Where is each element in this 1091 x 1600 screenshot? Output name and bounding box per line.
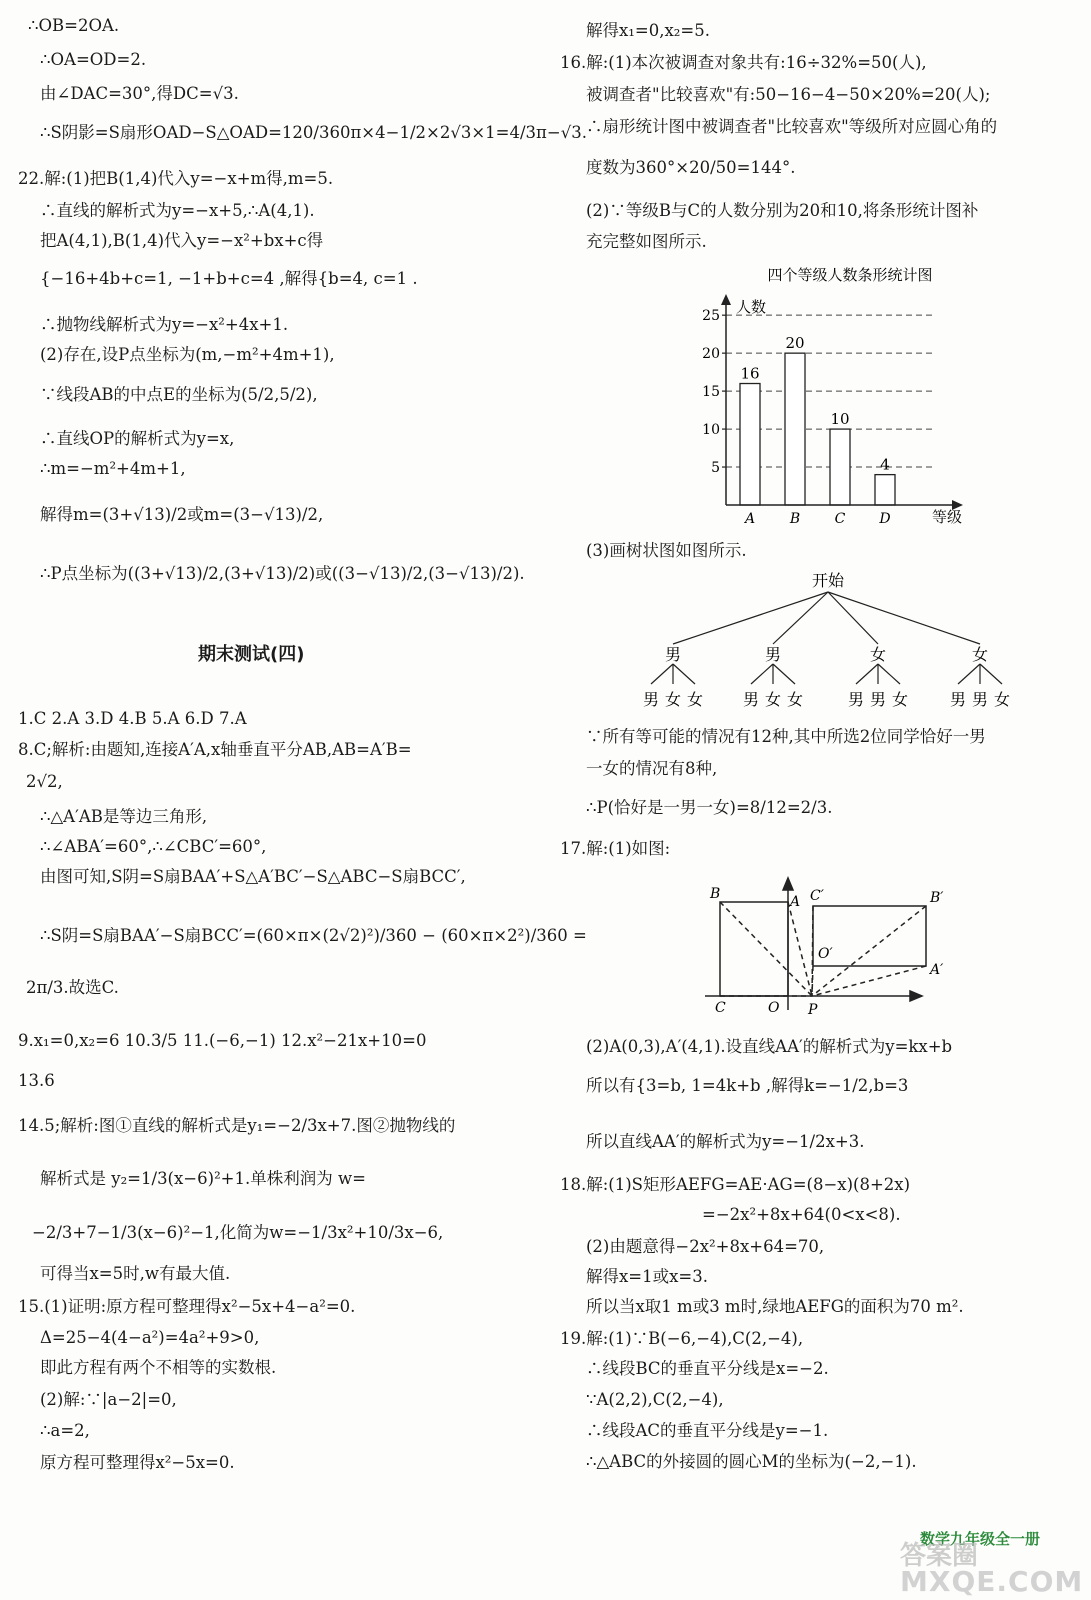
section-title: 期末测试(四)	[198, 644, 305, 665]
answers-line-12: 解析式是 y₂=1/3(x−6)²+1.单株利润为 w=	[40, 1169, 366, 1188]
tree-node-level1: 男	[664, 645, 682, 664]
q18-line-5: 所以当x取1 m或3 m时,绿地AEFG的面积为70 m².	[586, 1297, 964, 1316]
q16-line-6: 充完整如图所示.	[586, 232, 707, 251]
q16-line-5: (2)∵等级B与C的人数分别为20和10,将条形统计图补	[586, 201, 979, 220]
fig17-y-axis-arrow	[783, 878, 793, 890]
answers-line-9: 9.x₁=0,x₂=6 10.3/5 11.(−6,−1) 12.x²−21x+10=0	[18, 1031, 427, 1050]
answers-line-15: 15.(1)证明:原方程可整理得x²−5x+4−a²=0.	[18, 1297, 356, 1316]
answers-line-17: 即此方程有两个不相等的实数根.	[40, 1358, 277, 1377]
q16-line-8: 一女的情况有8种,	[586, 759, 718, 778]
chart-data-label: 20	[785, 334, 805, 353]
q19-line-1: 19.解:(1)∵B(−6,−4),C(2,−4),	[560, 1329, 804, 1348]
tree-node-level2: 女	[993, 690, 1011, 709]
tree-diagram	[560, 566, 1085, 716]
q17-line-1: (2)A(0,3),A′(4,1).设直线AA′的解析式为y=kx+b	[586, 1037, 953, 1056]
chart-bar-D	[875, 475, 895, 505]
answers-line-7: ∴S阴=S扇BAA′−S扇BCC′=(60×π×(2√2)²)/360 − (60×π×2²)/360 =	[40, 926, 587, 945]
chart-ytick-label: 10	[702, 422, 720, 439]
q17-head: 17.解:(1)如图:	[560, 839, 671, 858]
q16-line-9: ∴P(恰好是一男一女)=8/12=2/3.	[586, 798, 833, 817]
tree-node-level2: 女	[786, 690, 804, 709]
bar-chart	[560, 260, 1085, 540]
tree-node-level2: 女	[686, 690, 704, 709]
fig17-point-label: B′	[930, 890, 944, 906]
answers-line-10: 13.6	[18, 1071, 55, 1090]
fig17-rect-abco	[720, 902, 788, 996]
fig17-dash-a	[788, 902, 812, 996]
geometry-figure-17	[560, 870, 1085, 1030]
fig17-point-label: A	[790, 894, 801, 910]
fig17-point-label: C′	[810, 888, 824, 904]
tree-node-level1: 女	[869, 645, 887, 664]
chart-data-label: 4	[880, 455, 890, 474]
fig17-dash-a1	[812, 966, 926, 996]
chart-category-label: D	[879, 511, 891, 527]
watermark-url: MXQE.COM	[900, 1565, 1084, 1598]
tree-node-level2: 男	[971, 690, 989, 709]
answers-line-20: 原方程可整理得x²−5x=0.	[40, 1453, 235, 1472]
q22-line-6: (2)存在,设P点坐标为(m,−m²+4m+1),	[40, 345, 335, 364]
q22-line-9: ∴m=−m²+4m+1,	[40, 459, 186, 478]
tree-branch	[673, 592, 828, 644]
tree-branch	[651, 664, 673, 684]
fig17-point-label: B	[710, 886, 721, 902]
chart-y-axis-arrow	[721, 294, 731, 305]
chart-ytick-label: 25	[702, 308, 720, 325]
q18-line-2: =−2x²+8x+64(0<x<8).	[702, 1205, 901, 1224]
q17-line-2: 所以有{3=b, 1=4k+b ,解得k=−1/2,b=3	[586, 1076, 909, 1095]
q17-line-3: 所以直线AA′的解析式为y=−1/2x+3.	[586, 1132, 865, 1151]
chart-category-label: B	[789, 511, 801, 527]
tree-branch	[980, 664, 1002, 684]
chart-ytick-label: 15	[702, 384, 720, 401]
chart-bar-B	[785, 353, 805, 505]
chart-ytick-label: 20	[702, 346, 720, 363]
answers-line-1: 1.C 2.A 3.D 4.B 5.A 6.D 7.A	[18, 709, 247, 728]
q22-line-11: ∴P点坐标为((3+√13)/2,(3+√13)/2)或((3−√13)/2,(3−√13)/2).	[40, 564, 525, 583]
q16-tree-intro: (3)画树状图如图所示.	[586, 541, 747, 560]
tree-node-level1: 女	[971, 645, 989, 664]
q22-line-8: ∴直线OP的解析式为y=x,	[40, 429, 235, 448]
tree-branch	[673, 664, 695, 684]
chart-x-axis-label: 等级	[932, 508, 963, 526]
tree-node-level2: 男	[847, 690, 865, 709]
answers-line-14: 可得当x=5时,w有最大值.	[40, 1264, 231, 1283]
chart-y-axis-label: 人数	[736, 298, 767, 316]
q19-line-5: ∴△ABC的外接圆的圆心M的坐标为(−2,−1).	[586, 1452, 917, 1471]
answers-line-19: ∴a=2,	[40, 1421, 90, 1440]
fig17-point-label: P	[808, 1002, 818, 1018]
answers-line-16: Δ=25−4(4−a²)=4a²+9>0,	[40, 1328, 260, 1347]
q21-line-1: ∴OB=2OA.	[28, 16, 120, 35]
q21-line-2: ∴OA=OD=2.	[40, 50, 147, 69]
q16-line-2: 被调查者"比较喜欢"有:50−16−4−50×20%=20(人);	[586, 85, 991, 104]
q16-line-4: 度数为360°×20/50=144°.	[586, 158, 796, 177]
q22-line-2: ∴直线的解析式为y=−x+5,∴A(4,1).	[40, 201, 315, 220]
q19-line-2: ∴线段BC的垂直平分线是x=−2.	[586, 1359, 829, 1378]
chart-category-label: C	[834, 511, 846, 527]
fig17-x-axis-arrow	[910, 991, 922, 1001]
tree-root: 开始	[811, 571, 845, 590]
q18-line-4: 解得x=1或x=3.	[586, 1267, 709, 1286]
q22-line-5: ∴抛物线解析式为y=−x²+4x+1.	[40, 315, 289, 334]
q22-line-7: ∵线段AB的中点E的坐标为(5/2,5/2),	[40, 385, 318, 404]
tree-node-level2: 女	[764, 690, 782, 709]
q22-line-3: 把A(4,1),B(1,4)代入y=−x²+bx+c得	[40, 231, 324, 250]
answers-line-11: 14.5;解析:图①直线的解析式是y₁=−2/3x+7.图②抛物线的	[18, 1116, 456, 1135]
q22-line-10: 解得m=(3+√13)/2或m=(3−√13)/2,	[40, 505, 324, 524]
chart-bar-C	[830, 429, 850, 505]
answers-line-13: −2/3+7−1/3(x−6)²−1,化简为w=−1/3x²+10/3x−6,	[32, 1223, 444, 1242]
tree-branch	[828, 592, 878, 644]
tree-branch	[828, 592, 980, 644]
chart-data-label: 16	[740, 364, 760, 383]
tree-node-level2: 男	[642, 690, 660, 709]
answers-line-4: ∴△A′AB是等边三角形,	[40, 807, 208, 826]
q16-line-7: ∵所有等可能的情况有12种,其中所选2位同学恰好一男	[586, 727, 986, 746]
answers-line-6: 由图可知,S阴=S扇BAA′+S△A′BC′−S△ABC−S扇BCC′,	[40, 867, 466, 886]
tree-node-level2: 女	[664, 690, 682, 709]
tree-branch	[856, 664, 878, 684]
fig17-point-label: A′	[930, 962, 944, 978]
q21-line-4: ∴S阴影=S扇形OAD−S△OAD=120/360π×4−1/2×2√3×1=4/3π−√3.	[40, 123, 587, 142]
chart-category-label: A	[744, 511, 756, 527]
q19-line-3: ∵A(2,2),C(2,−4),	[586, 1390, 724, 1409]
tree-branch	[773, 592, 828, 644]
fig17-dash-b	[720, 902, 812, 996]
answers-line-3: 2√2,	[26, 772, 63, 791]
fig17-point-label: O	[768, 1000, 780, 1016]
tree-branch	[773, 664, 795, 684]
tree-node-level2: 男	[742, 690, 760, 709]
watermark-logo: 答案圈	[900, 1541, 979, 1571]
tree-node-level1: 男	[764, 645, 782, 664]
tree-node-level2: 男	[949, 690, 967, 709]
tree-branch	[878, 664, 900, 684]
answers-line-2: 8.C;解析:由题知,连接A′A,x轴垂直平分AB,AB=A′B=	[18, 740, 412, 759]
q18-line-3: (2)由题意得−2x²+8x+64=70,	[586, 1237, 825, 1256]
page-footer: 数学九年级全一册	[920, 1530, 1041, 1548]
answers-line-8: 2π/3.故选C.	[26, 978, 119, 997]
chart-bar-A	[740, 384, 760, 505]
tree-node-level2: 男	[869, 690, 887, 709]
fig17-point-label: C	[715, 1000, 726, 1016]
q15-result: 解得x₁=0,x₂=5.	[586, 21, 710, 40]
q16-line-3: ∴扇形统计图中被调查者"比较喜欢"等级所对应圆心角的	[586, 117, 998, 136]
q22-line-1: 22.解:(1)把B(1,4)代入y=−x+m得,m=5.	[18, 169, 334, 188]
chart-data-label: 10	[830, 410, 850, 429]
chart-ytick-label: 5	[711, 460, 720, 477]
q19-line-4: ∴线段AC的垂直平分线是y=−1.	[586, 1421, 829, 1440]
q18-line-1: 18.解:(1)S矩形AEFG=AE·AG=(8−x)(8+2x)	[560, 1175, 911, 1194]
q22-line-4: {−16+4b+c=1, −1+b+c=4 ,解得{b=4, c=1 .	[40, 269, 418, 288]
answers-line-18: (2)解:∵|a−2|=0,	[40, 1390, 177, 1409]
tree-node-level2: 女	[891, 690, 909, 709]
q21-line-3: 由∠DAC=30°,得DC=√3.	[40, 84, 239, 103]
answers-line-5: ∴∠ABA′=60°,∴∠CBC′=60°,	[40, 837, 267, 856]
q16-line-1: 16.解:(1)本次被调查对象共有:16÷32%=50(人),	[560, 53, 927, 72]
tree-branch	[958, 664, 980, 684]
fig17-point-label: O′	[818, 946, 833, 962]
chart-title: 四个等级人数条形统计图	[767, 266, 933, 284]
tree-branch	[751, 664, 773, 684]
